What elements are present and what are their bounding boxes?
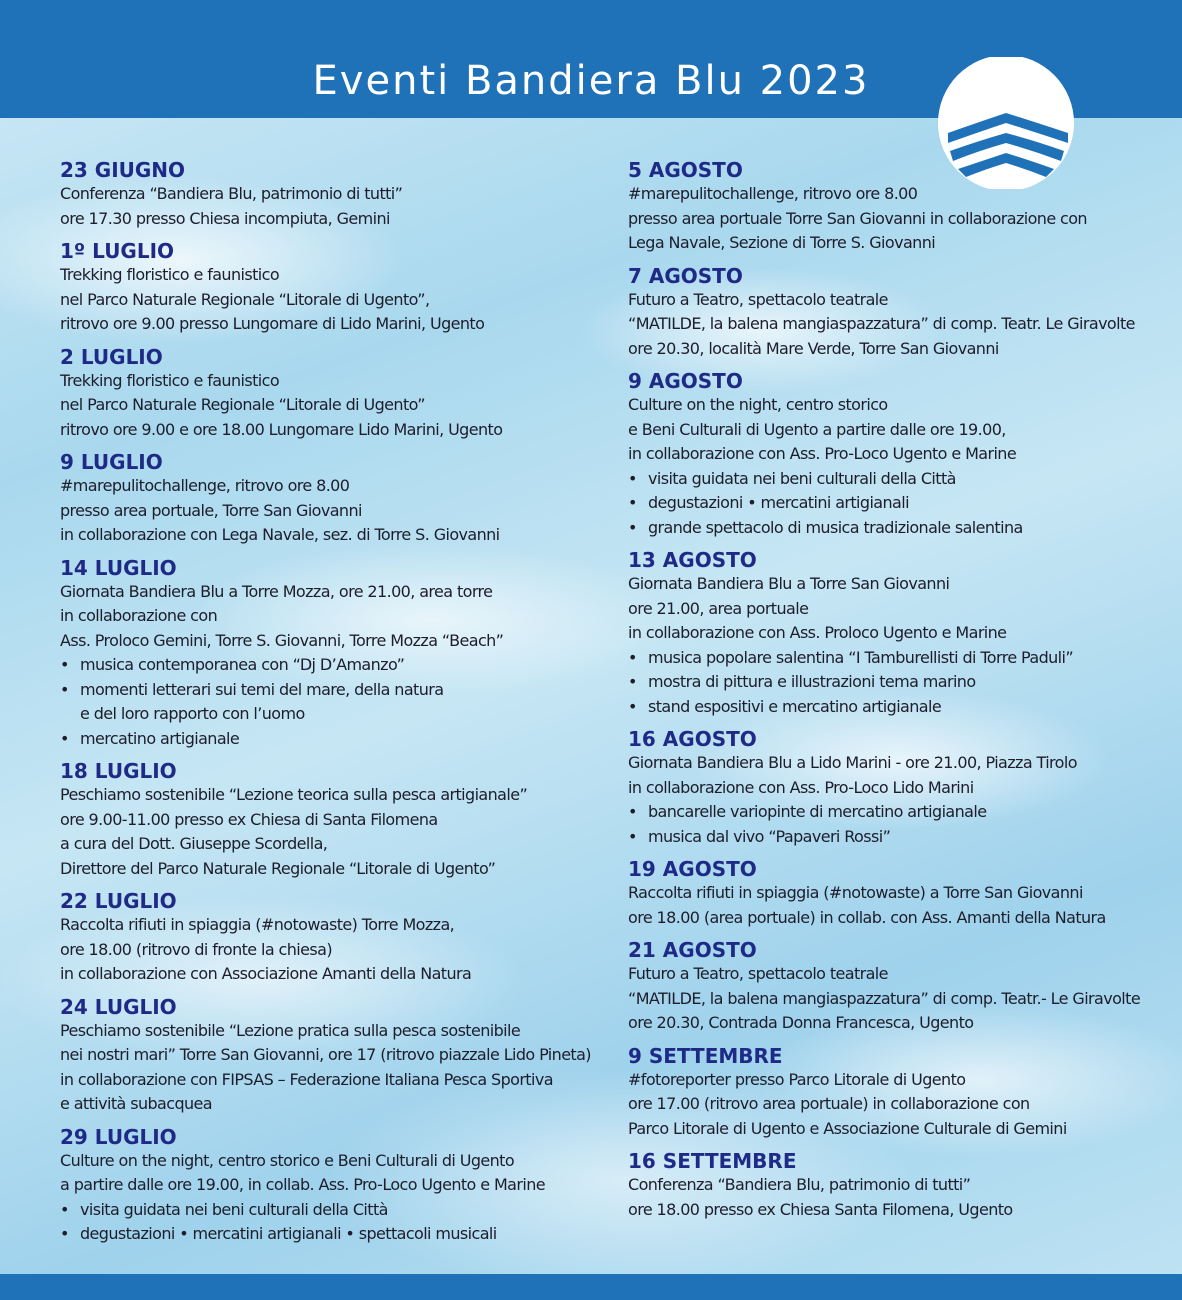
event-date: 29 LUGLIO xyxy=(60,1124,177,1149)
event-date: 2 LUGLIO xyxy=(60,344,163,369)
event-detail-line: ore 18.00 (area portuale) in collab. con Ass. Amanti della Natura xyxy=(628,907,1106,927)
event-detail-line: ore 9.00-11.00 presso ex Chiesa di Santa Filomena xyxy=(60,809,438,829)
event-block xyxy=(628,264,1148,362)
event-detail-line: in collaborazione con xyxy=(60,606,218,625)
event-bullet-item: • momenti letterari sui temi del mare, della natura xyxy=(60,678,580,703)
event-date: 7 AGOSTO xyxy=(628,263,743,288)
event-detail-line: #marepulitochallenge, ritrovo ore 8.00 xyxy=(60,476,350,495)
event-detail-line: in collaborazione con Associazione Amanti della Natura xyxy=(60,964,472,983)
event-detail-line: presso area portuale, Torre San Giovanni xyxy=(60,500,362,520)
event-detail-line: in collaborazione con Ass. Proloco Ugento e Marine xyxy=(628,623,1007,642)
event-detail-line: Conferenza “Bandiera Blu, patrimonio di tutti” xyxy=(60,184,403,203)
event-bullet-item: • mercatino artigianale xyxy=(60,727,580,752)
event-block xyxy=(628,857,1148,930)
event-date: 24 LUGLIO xyxy=(60,994,177,1019)
event-block xyxy=(60,345,580,443)
event-detail-line: Giornata Bandiera Blu a Torre San Giovanni xyxy=(628,574,950,593)
event-detail-line: #marepulitochallenge, ritrovo ore 8.00 xyxy=(628,184,918,203)
event-detail-line: Culture on the night, centro storico xyxy=(628,395,888,414)
event-block xyxy=(628,938,1148,1036)
event-block xyxy=(60,450,580,548)
event-date: 14 LUGLIO xyxy=(60,555,177,580)
event-date: 5 AGOSTO xyxy=(628,158,743,182)
event-detail-line: Culture on the night, centro storico e Beni Culturali di Ugento xyxy=(60,1150,515,1170)
event-detail-line: ore 20.30, località Mare Verde, Torre San Giovanni xyxy=(628,338,999,358)
event-block xyxy=(628,548,1148,719)
event-detail-line: Raccolta rifiuti in spiaggia (#notowaste) a Torre San Giovanni xyxy=(628,883,1083,902)
event-bullet-item: • stand espositivi e mercatino artigianale xyxy=(628,695,1148,720)
event-detail-line: ore 17.00 (ritrovo area portuale) in collaborazione con xyxy=(628,1094,1030,1113)
event-detail-line: Peschiamo sostenibile “Lezione teorica sulla pesca artigianale” xyxy=(60,785,528,804)
event-bullet-item: • mostra di pittura e illustrazioni tema marino xyxy=(628,670,1148,695)
event-date: 13 AGOSTO xyxy=(628,548,757,572)
event-block xyxy=(628,1044,1148,1142)
event-bullet-item: • degustazioni • mercatini artigianali • spettacoli musicali xyxy=(60,1222,580,1247)
event-detail-line: ritrovo ore 9.00 e ore 18.00 Lungomare Lido Marini, Ugento xyxy=(60,419,503,439)
event-detail-line: ritrovo ore 9.00 presso Lungomare di Lido Marini, Ugento xyxy=(60,314,485,333)
event-detail-line: e Beni Culturali di Ugento a partire dalle ore 19.00, xyxy=(628,419,1006,439)
event-detail-line: Giornata Bandiera Blu a Torre Mozza, ore 21.00, area torre xyxy=(60,581,493,601)
event-detail-line: in collaborazione con Ass. Pro-Loco Ugento e Marine xyxy=(628,444,1017,463)
event-detail-line: in collaborazione con Lega Navale, sez. di Torre S. Giovanni xyxy=(60,525,500,544)
event-bullet-item: • grande spettacolo di musica tradizionale salentina xyxy=(628,516,1148,541)
event-bullet-item: • musica contemporanea con “Dj D’Amanzo” xyxy=(60,653,580,678)
event-detail-line: nel Parco Naturale Regionale “Litorale di Ugento”, xyxy=(60,289,430,309)
event-block xyxy=(628,1149,1148,1222)
event-date: 22 LUGLIO xyxy=(60,889,177,913)
event-date: 21 AGOSTO xyxy=(628,938,757,962)
footer-bar xyxy=(0,1274,1182,1300)
event-detail-line: Trekking floristico e faunistico xyxy=(60,265,280,284)
event-detail-line: “MATILDE, la balena mangiaspazzatura” di comp. Teatr. Le Giravolte xyxy=(628,314,1135,333)
left-column xyxy=(60,158,591,1255)
event-detail-line: in collaborazione con Ass. Pro-Loco Lido Marini xyxy=(628,777,974,797)
event-block xyxy=(60,239,580,337)
event-date: 1º LUGLIO xyxy=(60,239,175,263)
event-date: 18 LUGLIO xyxy=(60,759,177,783)
event-bullet-item: • musica popolare salentina “I Tamburellisti di Torre Paduli” xyxy=(628,646,1148,671)
event-detail-line: #fotoreporter presso Parco Litorale di Ugento xyxy=(628,1069,966,1089)
event-detail-line: “MATILDE, la balena mangiaspazzatura” di comp. Teatr.- Le Giravolte xyxy=(628,988,1141,1008)
event-block xyxy=(628,727,1148,849)
event-detail-line: Giornata Bandiera Blu a Lido Marini - ore 21.00, Piazza Tirolo xyxy=(628,753,1077,772)
event-detail-line: ore 21.00, area portuale xyxy=(628,598,809,618)
event-date: 9 LUGLIO xyxy=(60,450,163,474)
event-detail-line: ore 18.00 (ritrovo di fronte la chiesa) xyxy=(60,939,332,959)
event-detail-line: Futuro a Teatro, spettacolo teatrale xyxy=(628,289,888,309)
event-detail-line: Ass. Proloco Gemini, Torre S. Giovanni, Torre Mozza “Beach” xyxy=(60,630,504,650)
event-detail-line: Direttore del Parco Naturale Regionale “Litorale di Ugento” xyxy=(60,858,496,878)
event-block xyxy=(60,158,580,231)
event-detail-line: ore 18.00 presso ex Chiesa Santa Filomena, Ugento xyxy=(628,1199,1013,1219)
event-date: 9 AGOSTO xyxy=(628,369,743,393)
event-date: 9 SETTEMBRE xyxy=(628,1043,783,1068)
event-block xyxy=(60,759,580,881)
page-title: Eventi Bandiera Blu 2023 xyxy=(312,58,870,104)
event-bullet-item: • visita guidata nei beni culturali della Città xyxy=(60,1198,580,1223)
event-block xyxy=(60,1125,580,1247)
event-bullet-item: • degustazioni • mercatini artigianali xyxy=(628,491,1148,516)
event-detail-line: Parco Litorale di Ugento e Associazione Culturale di Gemini xyxy=(628,1118,1067,1138)
right-column xyxy=(628,158,1148,1230)
event-detail-line: ore 20.30, Contrada Donna Francesca, Ugento xyxy=(628,1013,974,1032)
event-bullet-item: • visita guidata nei beni culturali della Città xyxy=(628,467,1148,492)
event-detail-line: Raccolta rifiuti in spiaggia (#notowaste) Torre Mozza, xyxy=(60,915,455,934)
event-detail-line: ore 17.30 presso Chiesa incompiuta, Gemini xyxy=(60,208,390,228)
event-detail-line: Futuro a Teatro, spettacolo teatrale xyxy=(628,964,888,983)
event-detail-line: Conferenza “Bandiera Blu, patrimonio di tutti” xyxy=(628,1175,971,1194)
event-detail-line: a partire dalle ore 19.00, in collab. Ass. Pro-Loco Ugento e Marine xyxy=(60,1175,545,1194)
event-detail-line: e attività subacquea xyxy=(60,1094,212,1113)
event-detail-line: Trekking floristico e faunistico xyxy=(60,370,280,390)
event-block xyxy=(60,556,580,752)
event-detail-line: a cura del Dott. Giuseppe Scordella, xyxy=(60,834,328,853)
event-block xyxy=(628,158,1148,256)
event-date: 16 AGOSTO xyxy=(628,727,757,751)
event-detail-line: e del loro rapporto con l’uomo xyxy=(80,704,305,723)
event-detail-line: nei nostri mari” Torre San Giovanni, ore 17 (ritrovo piazzale Lido Pineta) xyxy=(60,1045,591,1064)
event-detail-line: in collaborazione con FIPSAS – Federazione Italiana Pesca Sportiva xyxy=(60,1069,553,1089)
event-date: 23 GIUGNO xyxy=(60,158,186,182)
event-block xyxy=(60,994,591,1117)
event-bullet-item: • musica dal vivo “Papaveri Rossi” xyxy=(628,825,1148,850)
event-detail-line: Lega Navale, Sezione di Torre S. Giovanni xyxy=(628,233,936,252)
event-bullet-item: • bancarelle variopinte di mercatino artigianale xyxy=(628,800,1148,825)
event-date: 16 SETTEMBRE xyxy=(628,1149,797,1173)
event-detail-line: Peschiamo sostenibile “Lezione pratica sulla pesca sostenibile xyxy=(60,1020,521,1040)
event-block xyxy=(628,369,1148,540)
event-detail-line: nel Parco Naturale Regionale “Litorale di Ugento” xyxy=(60,395,425,414)
event-block xyxy=(60,889,580,987)
event-detail-line: presso area portuale Torre San Giovanni in collaborazione con xyxy=(628,208,1087,228)
event-date: 19 AGOSTO xyxy=(628,857,757,881)
